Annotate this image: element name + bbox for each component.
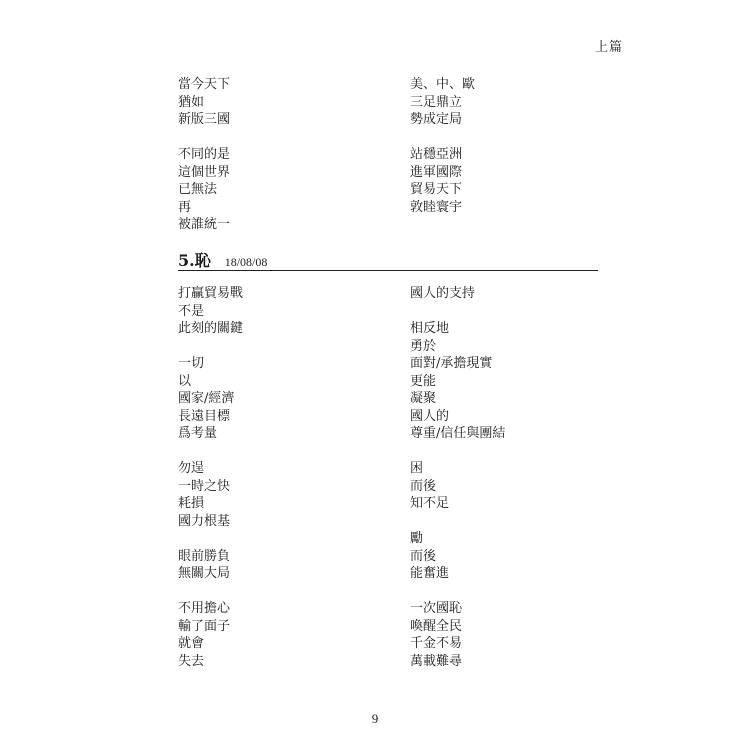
poem-line: 國力根基: [178, 513, 231, 529]
poem-line: 再: [178, 199, 192, 215]
stanza-gap: [410, 443, 505, 461]
stanza-gap: [178, 338, 243, 356]
stanza-gap: [178, 129, 230, 147]
poem-line: 猶如: [178, 94, 205, 110]
section-left-column: [178, 285, 243, 670]
stanza-gap: [178, 583, 243, 601]
poem-line: 失去: [178, 653, 205, 669]
poem-line: 而後: [410, 478, 437, 494]
poem-line: 國人的: [410, 408, 450, 424]
poem-line: 已無法: [178, 182, 218, 197]
poem-line: 以: [178, 373, 192, 389]
poem-line: 不用擔心: [178, 601, 231, 616]
poem-line: 喚醒全民: [410, 618, 463, 634]
poem-line: 國人的支持: [410, 286, 476, 301]
poem-line: 而後: [410, 548, 437, 564]
poem-line: 勿逞: [178, 461, 205, 476]
poem-line: 一切: [178, 356, 205, 371]
stanza-gap: [410, 129, 475, 147]
poem-line: 無關大局: [178, 566, 231, 581]
poem-line: 勇於: [410, 338, 437, 354]
poem-line: 一時之快: [178, 478, 231, 494]
poem-line: 國家/經濟: [178, 391, 235, 406]
poem-line: 貿易天下: [410, 182, 463, 197]
poem-line: 不同的是: [178, 147, 231, 162]
page-number: 9: [371, 711, 379, 726]
poem-line: 進軍國際: [410, 164, 463, 180]
poem-line: 三足鼎立: [410, 94, 463, 110]
poem-line: 能奮進: [410, 566, 450, 581]
poem-line: 這個世界: [178, 164, 231, 180]
poem-line: 勵: [410, 531, 424, 546]
section-heading: [178, 248, 267, 270]
poem-line: 就會: [178, 636, 205, 651]
poem-line: 尊重/信任與團結: [410, 426, 506, 441]
poem-line: 不是: [178, 303, 205, 319]
poem-line: 知不足: [410, 496, 450, 511]
poem-line: 千金不易: [410, 636, 463, 651]
stanza-gap: [410, 513, 505, 531]
poem-line: 凝聚: [410, 391, 437, 406]
poem-line: 萬載難尋: [410, 653, 463, 669]
poem-line: 當今天下: [178, 77, 231, 92]
stanza-gap: [410, 583, 505, 601]
section-date: 18/08/08: [224, 255, 268, 269]
poem-line: 新版三國: [178, 112, 231, 127]
stanza-gap: [410, 303, 505, 321]
poem-line: 美、中、歐: [410, 77, 476, 92]
running-header: 上篇: [594, 40, 623, 55]
poem-line: 打贏貿易戰: [178, 286, 244, 301]
poem-line: 站穩亞洲: [410, 147, 463, 162]
poem-line: 耗損: [178, 496, 205, 511]
poem-line: 長遠目標: [178, 408, 231, 424]
stanza-gap: [178, 530, 243, 548]
poem-line: 一次國恥: [410, 601, 463, 616]
intro-left-column: [178, 76, 230, 234]
poem-line: 爲考量: [178, 426, 218, 441]
poem-line: 敦睦寰宇: [410, 199, 463, 215]
intro-right-column: [410, 76, 475, 216]
poem-line: 輸了面子: [178, 618, 231, 634]
poem-line: 勢成定局: [410, 112, 463, 127]
section-divider: [178, 270, 598, 271]
poem-line: 更能: [410, 373, 437, 389]
poem-line: 眼前勝負: [178, 548, 231, 564]
poem-line: 被誰統一: [178, 217, 231, 232]
section-title: 5.恥: [178, 251, 211, 270]
poem-line: 困: [410, 461, 424, 476]
section-right-column: [410, 285, 505, 670]
poem-line: 面對/承擔現實: [410, 356, 493, 371]
poem-line: 此刻的關鍵: [178, 321, 244, 336]
stanza-gap: [178, 443, 243, 461]
poem-line: 相反地: [410, 321, 450, 336]
